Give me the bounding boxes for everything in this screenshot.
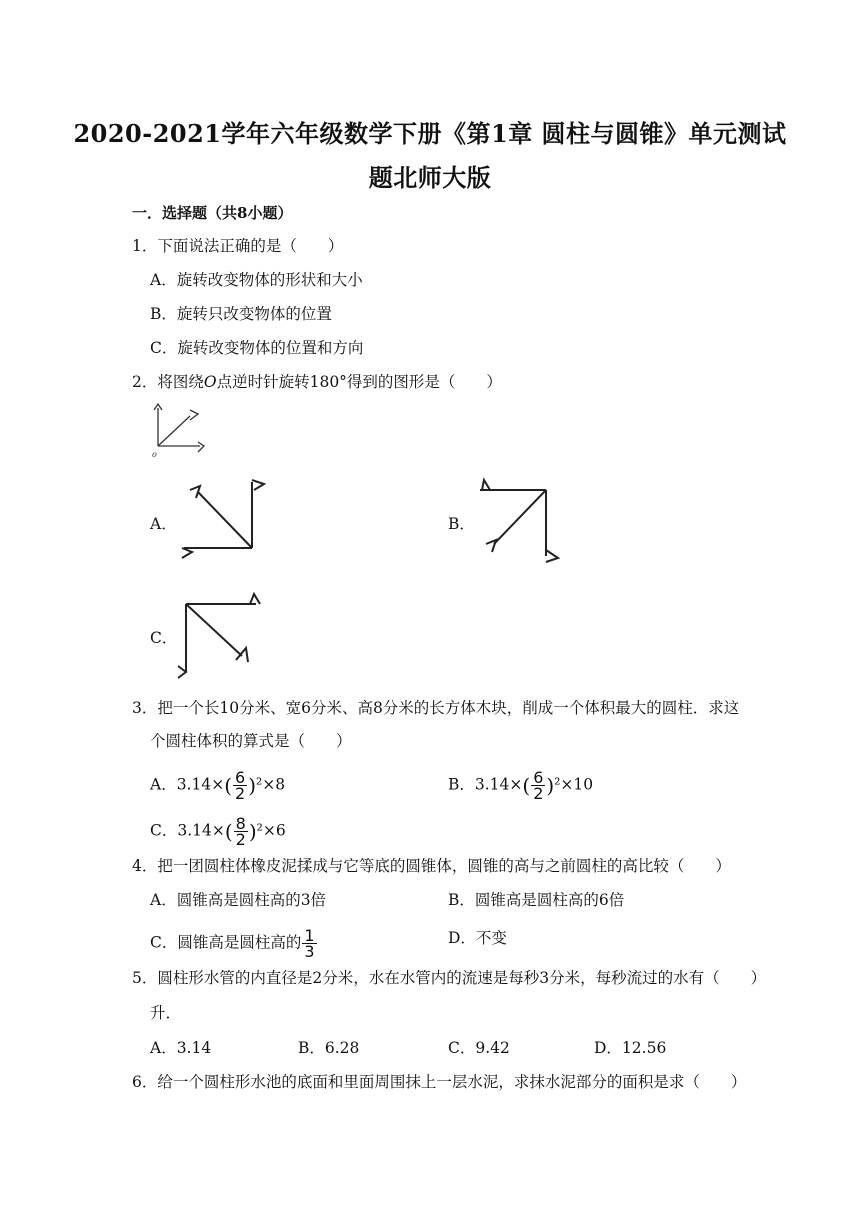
q5-option-c: C．9.42 <box>448 1039 510 1057</box>
q3-option-a: A．3.14×( $\frac{6}{2}$ )²×8 <box>150 768 286 803</box>
svg-text:o: o <box>152 450 157 458</box>
q1-option-b: B．旋转只改变物体的位置 <box>150 305 332 323</box>
q2-option-b-label: B． <box>448 515 475 533</box>
q2-original-figure <box>150 402 210 458</box>
q3-option-b: B．3.14×( $\frac{6}{2}$ )²×10 <box>448 768 594 803</box>
q5-option-d: D．12.56 <box>594 1039 667 1057</box>
q2-option-b-figure <box>474 476 566 568</box>
q5-stem-line2: 升． <box>150 1004 182 1022</box>
q5-option-b: B．6.28 <box>298 1039 360 1057</box>
q1-option-a: A．旋转改变物体的形状和大小 <box>150 271 363 289</box>
q2-option-a-figure <box>178 476 270 564</box>
document-title-line2: 题北师大版 <box>368 163 492 192</box>
q6-stem: 6．给一个圆柱形水池的底面和里面周围抹上一层水泥，求抹水泥部分的面积是求（ ） <box>132 1073 747 1091</box>
q4-option-b: B．圆锥高是圆柱高的6倍 <box>448 891 625 909</box>
q4-option-d: D．不变 <box>448 929 507 947</box>
document-title-line1: 2020-2021学年六年级数学下册《第1章 圆柱与圆锥》单元测试 <box>73 119 787 148</box>
q3-option-c: C．3.14×( $\frac{8}{2}$ )²×6 <box>150 814 286 849</box>
q2-option-c-figure <box>172 590 264 682</box>
q3-stem-line1: 3．把一个长10分米、宽6分米、高8分米的长方体木块，削成一个体积最大的圆柱．求这 <box>132 699 740 717</box>
q5-option-a: A．3.14 <box>150 1039 212 1057</box>
q5-stem-line1: 5．圆柱形水管的内直径是2分米，水在水管内的流速是每秒3分米，每秒流过的水有（ ） <box>132 969 767 987</box>
q3-stem-line2: 个圆柱体积的算式是（ ） <box>150 732 352 750</box>
q4-stem: 4．把一团圆柱体橡皮泥揉成与它等底的圆锥体，圆锥的高与之前圆柱的高比较（ ） <box>132 857 731 875</box>
section-heading: 一．选择题（共8小题） <box>132 204 293 222</box>
q2-option-c-label: C． <box>150 629 178 647</box>
q4-option-c: C．圆锥高是圆柱高的 $\frac{1}{3}$ <box>150 926 315 961</box>
q4-option-a: A．圆锥高是圆柱高的3倍 <box>150 891 327 909</box>
q1-stem: 1．下面说法正确的是（ ） <box>132 237 344 255</box>
q2-option-a-label: A． <box>150 515 177 533</box>
q2-stem: 2．将图绕O点逆时针旋转180°得到的图形是（ ） <box>132 373 502 391</box>
q1-option-c: C．旋转改变物体的位置和方向 <box>150 339 364 357</box>
